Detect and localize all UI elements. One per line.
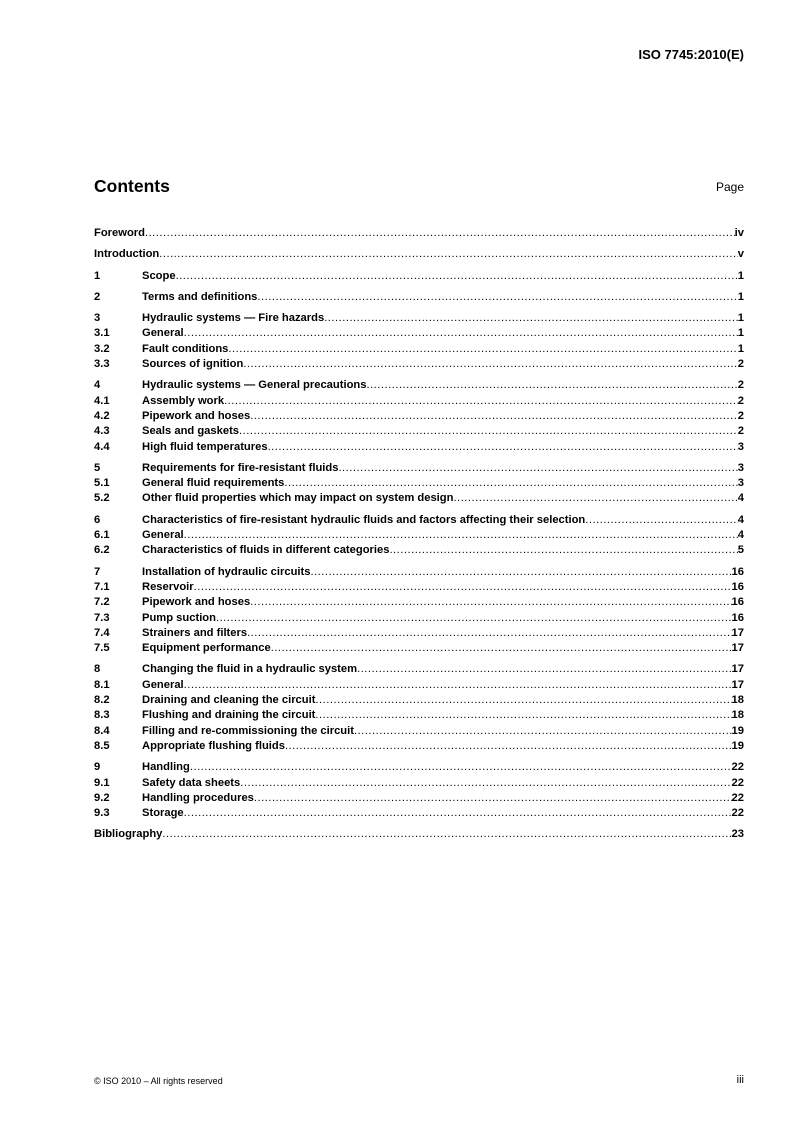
toc-entry-page: iv <box>734 227 744 239</box>
toc-entry-number: 9.1 <box>94 776 110 789</box>
dot-leader <box>284 476 737 491</box>
toc-entry-title: Foreword <box>94 227 145 239</box>
toc-entry-page: 17 <box>731 678 744 691</box>
dot-leader <box>354 724 732 739</box>
toc-entry[interactable] <box>94 226 744 241</box>
dot-leader <box>194 580 732 595</box>
toc-entry-title: Strainers and filters <box>142 626 248 639</box>
toc-entry-title: Equipment performance <box>142 642 271 655</box>
toc-entry[interactable] <box>94 342 744 357</box>
table-of-contents <box>94 226 744 843</box>
toc-entry[interactable] <box>94 247 744 262</box>
toc-entry[interactable] <box>94 693 744 708</box>
toc-entry[interactable] <box>94 739 744 754</box>
toc-entry[interactable] <box>94 491 744 506</box>
toc-entry-title: Handling <box>142 761 190 774</box>
toc-entry-number: 7 <box>94 565 101 578</box>
toc-entry-page: 2 <box>737 425 744 438</box>
dot-leader <box>338 461 737 476</box>
dot-leader <box>453 491 737 506</box>
toc-entry-page: 19 <box>731 739 744 752</box>
dot-leader <box>184 806 732 821</box>
toc-entry-title: Terms and definitions <box>142 290 258 303</box>
toc-entry-page: 1 <box>737 312 744 325</box>
toc-entry-number: 6 <box>94 513 101 526</box>
toc-entry-number: 8 <box>94 663 101 676</box>
toc-entry-title: Handling procedures <box>142 791 254 804</box>
toc-entry[interactable] <box>94 626 744 641</box>
toc-entry-page: 23 <box>731 828 744 841</box>
toc-entry-title: Scope <box>142 269 176 282</box>
dot-leader <box>224 394 738 409</box>
toc-entry-page: v <box>737 248 744 261</box>
dot-leader <box>389 543 737 558</box>
toc-entry-number: 4 <box>94 379 101 392</box>
toc-entry-title: Other fluid properties which may impact on system design <box>142 492 454 505</box>
toc-entry-page: 19 <box>731 724 744 737</box>
toc-entry-number: 8.1 <box>94 678 110 691</box>
toc-entry[interactable] <box>94 641 744 656</box>
dot-leader <box>366 378 737 393</box>
toc-entry-number: 4.3 <box>94 425 110 438</box>
dot-leader <box>184 678 732 693</box>
dot-leader <box>250 595 731 610</box>
dot-leader <box>268 440 738 455</box>
toc-entry-title: Characteristics of fluids in different categories <box>142 544 390 557</box>
toc-entry[interactable] <box>94 611 744 626</box>
toc-entry-number: 1 <box>94 269 101 282</box>
toc-entry-page: 17 <box>731 663 744 676</box>
toc-entry-number: 7.2 <box>94 596 110 609</box>
toc-entry-number: 5 <box>94 461 101 474</box>
dot-leader <box>310 565 731 580</box>
dot-leader <box>254 791 732 806</box>
toc-entry-title: Characteristics of fire-resistant hydraulic fluids and factors affecting their selection <box>142 513 586 526</box>
dot-leader <box>145 226 735 241</box>
toc-entry-number: 9.3 <box>94 807 110 820</box>
toc-entry-number: 6.1 <box>94 529 110 542</box>
dot-leader <box>257 290 737 305</box>
toc-entry-title: Draining and cleaning the circuit <box>142 694 316 707</box>
toc-entry[interactable] <box>94 760 744 775</box>
toc-entry[interactable] <box>94 827 744 842</box>
toc-entry-page: 4 <box>737 492 744 505</box>
toc-entry-number: 4.2 <box>94 409 110 422</box>
copyright-notice: © ISO 2010 – All rights reserved <box>94 1076 223 1086</box>
toc-entry-page: 22 <box>731 807 744 820</box>
dot-leader <box>240 776 731 791</box>
toc-entry-title: Pipework and hoses <box>142 409 251 422</box>
toc-entry[interactable] <box>94 311 744 326</box>
toc-entry-page: 5 <box>737 544 744 557</box>
toc-entry-page: 3 <box>737 461 744 474</box>
toc-entry-page: 22 <box>731 761 744 774</box>
toc-entry[interactable] <box>94 409 744 424</box>
toc-entry-page: 3 <box>737 477 744 490</box>
toc-entry-title: General fluid requirements <box>142 477 285 490</box>
toc-entry-number: 7.5 <box>94 642 110 655</box>
toc-entry[interactable] <box>94 269 744 284</box>
toc-entry-title: Flushing and draining the circuit <box>142 709 316 722</box>
dot-leader <box>247 626 731 641</box>
toc-entry-number: 7.1 <box>94 580 110 593</box>
toc-entry-page: 17 <box>731 626 744 639</box>
dot-leader <box>184 528 738 543</box>
toc-entry-page: 22 <box>731 776 744 789</box>
page-column-label: Page <box>715 180 744 194</box>
toc-entry-title: Hydraulic systems — Fire hazards <box>142 312 325 325</box>
dot-leader <box>357 662 731 677</box>
toc-entry-page: 22 <box>731 791 744 804</box>
toc-entry-title: Filling and re-commissioning the circuit <box>142 724 354 737</box>
toc-entry-title: Seals and gaskets <box>142 425 240 438</box>
dot-leader <box>239 424 738 439</box>
toc-entry[interactable] <box>94 791 744 806</box>
dot-leader <box>250 409 738 424</box>
toc-entry-page: 2 <box>737 409 744 422</box>
toc-entry-title: Changing the fluid in a hydraulic system <box>142 663 358 676</box>
toc-entry-page: 2 <box>737 358 744 371</box>
toc-entry-title: Assembly work <box>142 394 225 407</box>
toc-entry-number: 5.1 <box>94 477 110 490</box>
toc-entry-page: 4 <box>737 529 744 542</box>
dot-leader <box>271 641 732 656</box>
toc-entry-page: 2 <box>737 394 744 407</box>
toc-entry[interactable] <box>94 595 744 610</box>
toc-entry-number: 6.2 <box>94 544 110 557</box>
toc-entry-page: 16 <box>731 565 744 578</box>
dot-leader <box>315 708 731 723</box>
toc-entry[interactable] <box>94 724 744 739</box>
toc-entry-page: 17 <box>731 642 744 655</box>
dot-leader <box>162 827 731 842</box>
toc-entry-page: 1 <box>737 290 744 303</box>
toc-entry[interactable] <box>94 424 744 439</box>
toc-entry[interactable] <box>94 708 744 723</box>
toc-entry-number: 7.4 <box>94 626 110 639</box>
document-id: ISO 7745:2010(E) <box>638 47 744 62</box>
toc-entry-page: 2 <box>737 379 744 392</box>
toc-entry-page: 18 <box>731 709 744 722</box>
toc-entry-page: 16 <box>731 596 744 609</box>
toc-entry-number: 8.3 <box>94 709 110 722</box>
toc-entry-number: 9 <box>94 761 101 774</box>
toc-entry[interactable] <box>94 580 744 595</box>
toc-entry[interactable] <box>94 806 744 821</box>
dot-leader <box>285 739 732 754</box>
toc-entry-title: Installation of hydraulic circuits <box>142 565 311 578</box>
dot-leader <box>216 611 732 626</box>
toc-entry-page: 18 <box>731 694 744 707</box>
page-title: Contents <box>94 176 170 196</box>
toc-entry-number: 3.3 <box>94 358 110 371</box>
toc-entry[interactable] <box>94 513 744 528</box>
toc-entry-title: Safety data sheets <box>142 776 241 789</box>
dot-leader <box>585 513 737 528</box>
toc-entry[interactable] <box>94 565 744 580</box>
dot-leader <box>159 247 738 262</box>
toc-entry-page: 4 <box>737 513 744 526</box>
toc-entry-title: Introduction <box>94 248 160 261</box>
toc-entry[interactable] <box>94 476 744 491</box>
toc-entry[interactable] <box>94 776 744 791</box>
toc-entry-number: 5.2 <box>94 492 110 505</box>
toc-entry-number: 8.5 <box>94 739 110 752</box>
toc-entry-number: 7.3 <box>94 611 110 624</box>
toc-entry-page: 1 <box>737 327 744 340</box>
toc-entry-title: Hydraulic systems — General precautions <box>142 379 367 392</box>
toc-entry-number: 9.2 <box>94 791 110 804</box>
toc-entry[interactable] <box>94 378 744 393</box>
toc-entry-title: General <box>142 678 184 691</box>
toc-entry-number: 4.1 <box>94 394 110 407</box>
page-number: iii <box>736 1074 744 1086</box>
dot-leader <box>228 342 737 357</box>
dot-leader <box>176 269 738 284</box>
dot-leader <box>243 357 737 372</box>
toc-entry[interactable] <box>94 662 744 677</box>
toc-entry[interactable] <box>94 326 744 341</box>
toc-entry-title: Pump suction <box>142 611 216 624</box>
toc-entry-title: Fault conditions <box>142 342 229 355</box>
toc-entry-title: Reservoir <box>142 580 194 593</box>
toc-entry[interactable] <box>94 461 744 476</box>
toc-entry[interactable] <box>94 394 744 409</box>
toc-entry-title: High fluid temperatures <box>142 440 268 453</box>
toc-entry-title: Appropriate flushing fluids <box>142 739 285 752</box>
toc-entry-number: 8.4 <box>94 724 110 737</box>
toc-entry-number: 3 <box>94 312 101 325</box>
toc-entry[interactable] <box>94 678 744 693</box>
dot-leader <box>190 760 732 775</box>
toc-entry-number: 3.2 <box>94 342 110 355</box>
toc-entry-number: 2 <box>94 290 101 303</box>
dot-leader <box>315 693 731 708</box>
toc-entry-title: Requirements for fire-resistant fluids <box>142 461 339 474</box>
toc-entry-number: 3.1 <box>94 327 110 340</box>
toc-entry-title: Pipework and hoses <box>142 596 251 609</box>
toc-entry-page: 16 <box>731 580 744 593</box>
toc-entry-title: Sources of ignition <box>142 358 244 371</box>
toc-entry-title: Bibliography <box>94 828 163 841</box>
dot-leader <box>324 311 738 326</box>
toc-entry-title: General <box>142 529 184 542</box>
toc-entry-page: 3 <box>737 440 744 453</box>
toc-entry-title: General <box>142 327 184 340</box>
toc-entry-page: 1 <box>737 269 744 282</box>
toc-entry[interactable] <box>94 357 744 372</box>
toc-entry-page: 16 <box>731 611 744 624</box>
toc-entry[interactable] <box>94 290 744 305</box>
toc-entry-number: 4.4 <box>94 440 110 453</box>
toc-entry-number: 8.2 <box>94 694 110 707</box>
dot-leader <box>184 326 738 341</box>
toc-entry-page: 1 <box>737 342 744 355</box>
toc-entry[interactable] <box>94 543 744 558</box>
toc-entry[interactable] <box>94 528 744 543</box>
toc-entry[interactable] <box>94 440 744 455</box>
toc-entry-title: Storage <box>142 807 184 820</box>
